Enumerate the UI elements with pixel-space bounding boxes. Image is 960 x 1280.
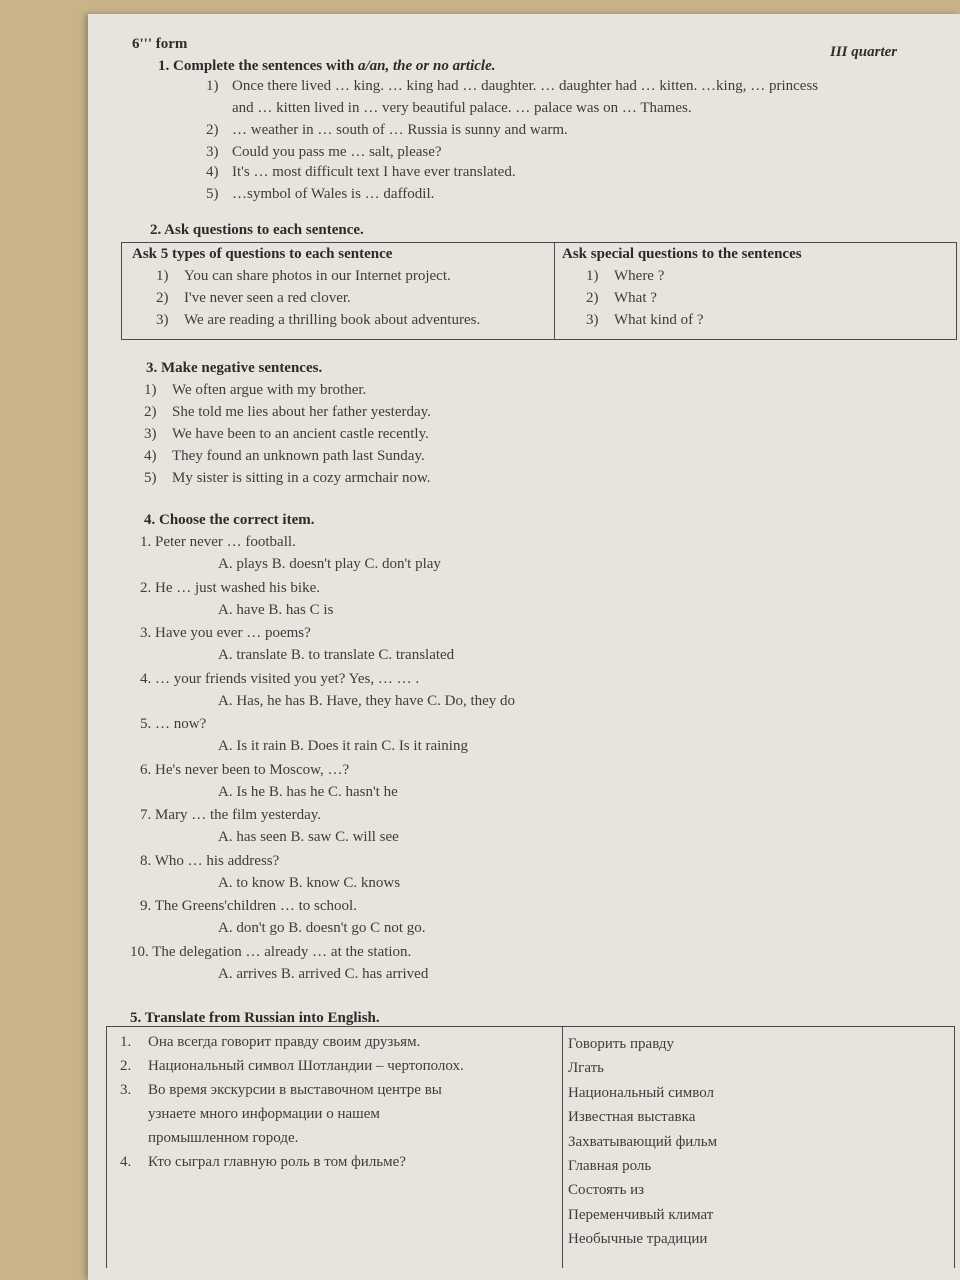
list-item-number: 1) <box>144 382 157 398</box>
question-text: 9. The Greens'children … to school. <box>140 898 357 914</box>
russian-phrase: Необычные традиции <box>568 1231 708 1248</box>
answer-options: A. Is it rain B. Does it rain C. Is it raining <box>218 738 468 754</box>
list-item: Could you pass me … salt, please? <box>232 144 442 160</box>
question-text: 6. He's never been to Moscow, …? <box>140 761 350 778</box>
list-item-number: 2) <box>206 122 219 138</box>
list-item: We often argue with my brother. <box>172 382 367 398</box>
section-1-title-italic: a/an, the or no article. <box>357 58 496 74</box>
russian-phrase: Захватывающий фильм <box>568 1133 718 1150</box>
answer-options: A. has seen B. saw C. will see <box>218 829 399 845</box>
answer-options: A. to know B. know C. knows <box>218 874 401 891</box>
list-item-number: 2) <box>156 290 169 306</box>
answer-options: A. have B. has C is <box>218 601 334 618</box>
russian-phrase: Национальный символ <box>568 1084 715 1101</box>
list-item: We are reading a thrilling book about adventures. <box>184 312 481 328</box>
list-item-number: 1) <box>586 268 599 284</box>
list-item: Where ? <box>614 268 665 284</box>
russian-sentence: узнаете много информации о нашем <box>148 1106 380 1122</box>
russian-phrase: Известная выставка <box>568 1109 696 1126</box>
russian-phrase: Главная роль <box>568 1158 652 1174</box>
translate-table-divider <box>562 1026 563 1268</box>
list-item-number: 1) <box>156 268 169 284</box>
list-item-number: 3) <box>586 312 599 328</box>
list-item: What ? <box>614 290 657 306</box>
list-item: What kind of ? <box>614 312 704 328</box>
list-item-number: 1) <box>206 78 219 94</box>
section-1-title-text: 1. Complete the sentences with <box>158 58 358 74</box>
list-item-number: 3. <box>120 1082 132 1098</box>
worksheet-page <box>88 14 960 1280</box>
questions-right-header: Ask special questions to the sentences <box>562 246 802 262</box>
russian-phrase: Состоять из <box>568 1182 645 1199</box>
translate-table-top <box>106 1026 954 1027</box>
answer-options: A. Is he B. has he C. hasn't he <box>218 783 398 800</box>
list-item: It's … most difficult text I have ever translated. <box>232 164 516 180</box>
list-item-number: 1. <box>120 1034 132 1050</box>
answer-options: A. translate B. to translate C. translated <box>218 647 455 663</box>
section-2-title: 2. Ask questions to each sentence. <box>150 222 364 238</box>
list-item: She told me lies about her father yesterday. <box>172 404 431 420</box>
table-divider <box>554 242 555 339</box>
list-item-number: 2) <box>144 404 157 420</box>
russian-sentence: Во время экскурсии в выставочном центре вы <box>148 1082 442 1098</box>
question-text: 10. The delegation … already … at the station. <box>130 943 412 960</box>
quarter-label: III quarter <box>830 44 898 60</box>
list-item-number: 3) <box>156 312 169 328</box>
answer-options: A. plays B. doesn't play C. don't play <box>218 556 441 572</box>
list-item: You can share photos in our Internet project. <box>184 268 451 284</box>
russian-sentence: Она всегда говорит правду своим друзьям. <box>148 1034 421 1050</box>
list-item-number: 2. <box>120 1058 132 1074</box>
list-item-number: 4. <box>120 1154 132 1170</box>
question-text: 7. Mary … the film yesterday. <box>140 807 322 823</box>
question-text: 1. Peter never … football. <box>140 534 296 550</box>
list-item: Once there lived … king. … king had … daughter. … daughter had … kitten. …king, … princess <box>232 78 819 94</box>
russian-phrase: Лгать <box>568 1060 604 1077</box>
list-item: They found an unknown path last Sunday. <box>172 448 425 464</box>
list-item-number: 2) <box>586 290 599 306</box>
answer-options: A. Has, he has B. Have, they have C. Do, they do <box>218 692 516 709</box>
question-text: 8. Who … his address? <box>140 852 280 869</box>
section-4-title: 4. Choose the correct item. <box>144 512 315 528</box>
question-text: 2. He … just washed his bike. <box>140 579 320 596</box>
russian-sentence: Кто сыграл главную роль в том фильме? <box>148 1154 406 1170</box>
section-3-title: 3. Make negative sentences. <box>146 360 323 376</box>
answer-options: A. don't go B. doesn't go C not go. <box>218 920 426 936</box>
question-text: 4. … your friends visited you yet? Yes, … … . <box>140 670 420 687</box>
list-item: I've never seen a red clover. <box>184 290 351 306</box>
questions-left-header: Ask 5 types of questions to each sentence <box>132 246 393 262</box>
list-item: and … kitten lived in … very beautiful palace. … palace was on … Thames. <box>232 100 692 116</box>
russian-phrase: Говорить правду <box>568 1036 675 1052</box>
form-label: 6''' form <box>132 36 188 52</box>
question-text: 3. Have you ever … poems? <box>140 625 311 641</box>
list-item-number: 4) <box>206 164 219 180</box>
list-item-number: 3) <box>206 144 219 160</box>
russian-sentence: Национальный символ Шотландии – чертополох. <box>148 1058 464 1074</box>
translate-table-left <box>106 1026 107 1268</box>
russian-sentence: промышленном городе. <box>148 1130 299 1146</box>
question-text: 5. … now? <box>140 716 207 732</box>
list-item-number: 5) <box>144 470 157 486</box>
section-1-title <box>158 58 495 75</box>
list-item-number: 3) <box>144 426 157 442</box>
list-item: … weather in … south of … Russia is sunny and warm. <box>232 122 568 138</box>
list-item: …symbol of Wales is … daffodil. <box>232 186 435 202</box>
list-item-number: 5) <box>206 186 219 202</box>
list-item: We have been to an ancient castle recently. <box>172 426 429 442</box>
answer-options: A. arrives B. arrived C. has arrived <box>218 965 429 982</box>
translate-table-right <box>954 1026 955 1268</box>
section-5-title: 5. Translate from Russian into English. <box>130 1010 380 1026</box>
list-item-number: 4) <box>144 448 157 464</box>
russian-phrase: Переменчивый климат <box>568 1206 714 1223</box>
list-item: My sister is sitting in a cozy armchair now. <box>172 470 431 486</box>
